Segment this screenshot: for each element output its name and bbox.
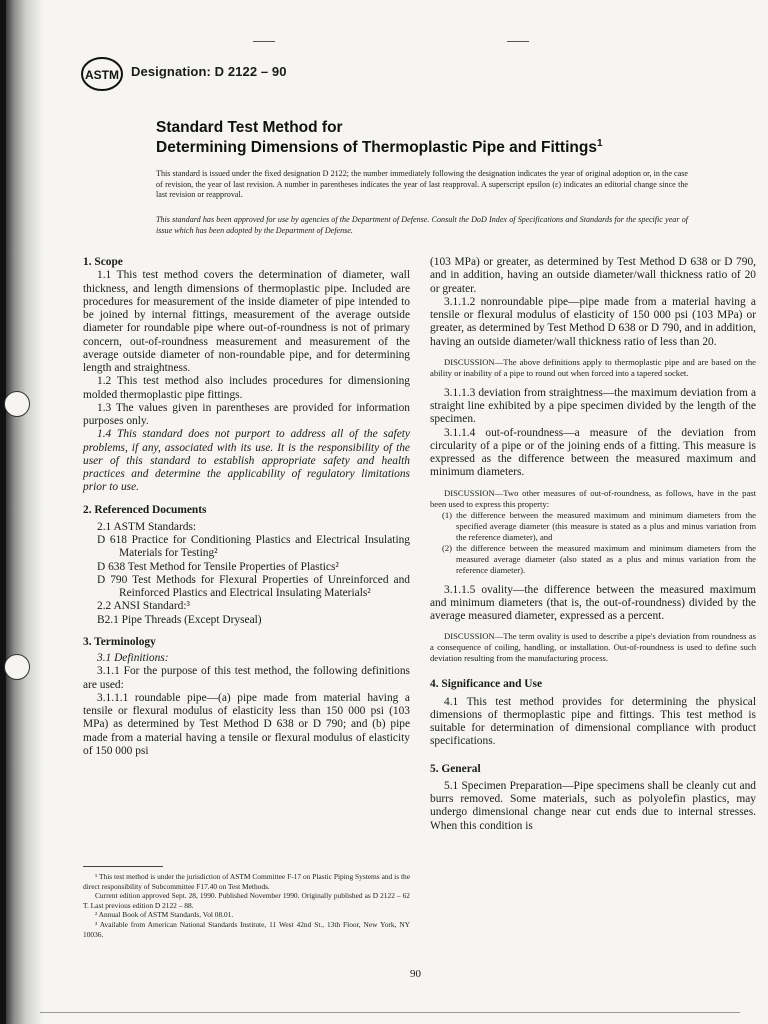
discussion-2-item-1: (1) the difference between the measured maximum and minimum diameters from the specified average diameter (this measure is stated as a plus and minus variation from the reference diameter), and	[442, 509, 756, 542]
discussion-2: DISCUSSION—Two other measures of out-of-roundness, as follows, have in the past been used to express this property:	[430, 487, 756, 509]
right-column	[430, 256, 756, 833]
para-2-1: 2.1 ASTM Standards:	[97, 520, 197, 533]
title-line-1: Standard Test Method for	[156, 119, 343, 136]
para-1-2: 1.2 This test method also includes procedures for dimensioning molded thermoplastic pipe fittings.	[83, 375, 410, 401]
para-3-1-1-1: 3.1.1.1 roundable pipe—(a) pipe made from material having a tensile or flexural modulus of elasticity less than 150 000 psi (103 MPa) as determined by Test Method D 638 or D 790; and (b) pipe made from a material having a tensile or flexural modulus of elasticity of 150 000 psi	[83, 691, 410, 757]
designation: Designation: D 2122 – 90	[131, 64, 287, 79]
section-heading-significance: 4. Significance and Use	[430, 678, 543, 691]
section-heading-general: 5. General	[430, 762, 481, 775]
title-footnote-mark: 1	[596, 138, 603, 149]
footnote-2: ² Annual Book of ASTM Standards, Vol 08.01.	[95, 910, 234, 920]
para-3-1-1-4: 3.1.1.4 out-of-roundness—a measure of the deviation from circularity of a pipe or of the joining ends of a fitting. This measure is expressed as the difference between the measured maximum and minimum diameters.	[430, 426, 756, 479]
issue-notice: This standard is issued under the fixed designation D 2122; the number immediately following the designation indicates the year of original adoption or, in the case of revision, the year of last revision. A number in parentheses indicates the year of last reapproval. A superscript epsilon (ε) indicates an editorial change since the last revision or reapproval.	[156, 169, 688, 199]
para-1-3: 1.3 The values given in parentheses are provided for information purposes only.	[83, 401, 410, 427]
scan-mark	[253, 41, 275, 42]
punch-hole	[4, 654, 30, 680]
footnote-1: ¹ This test method is under the jurisdiction of ASTM Committee F-17 on Plastic Piping Systems and is the direct responsibility of Subcommittee F17.40 on Test Methods.	[83, 872, 410, 891]
reference-item: D 790 Test Methods for Flexural Properties of Unreinforced and Reinforced Plastics and Electrical Insulating Materials²	[97, 573, 410, 599]
discussion-2-item-2: (2) the difference between the measured maximum and minimum diameters from the measured average diameter (also stated as a plus and minus variation from the reference diameter).	[442, 542, 756, 575]
para-continued: (103 MPa) or greater, as determined by Test Method D 638 or D 790, and in addition, having an outside diameter/wall thickness ratio of 20 or greater.	[430, 256, 756, 295]
section-heading-scope: 1. Scope	[83, 256, 123, 268]
page-number: 90	[410, 968, 421, 980]
reference-item: D 638 Test Method for Tensile Properties of Plastics²	[97, 560, 339, 573]
scan-edge-border	[0, 0, 6, 1024]
punch-hole	[4, 391, 30, 417]
title-line-2: Determining Dimensions of Thermoplastic Pipe and Fittings$^1$	[156, 138, 603, 157]
section-heading-referenced-documents: 2. Referenced Documents	[83, 503, 207, 516]
para-3-1-1-5: 3.1.1.5 ovality—the difference between the measured maximum and minimum diameters (that is, the out-of-roundness) divided by the average measured diameter, expressed as a percent.	[430, 583, 756, 622]
scan-mark	[507, 41, 529, 42]
logo-text: ASTM	[85, 68, 119, 82]
scan-edge-shadow	[0, 0, 44, 1024]
para-3-1-1-3: 3.1.1.3 deviation from straightness—the maximum deviation from a straight line exhibited by a pipe specimen divided by the length of the specimen.	[430, 386, 756, 426]
para-3-1-1-2: 3.1.1.2 nonroundable pipe—pipe made from a material having a tensile or flexural modulus of elasticity of 150 000 psi (103 MPa) or greater, as determined by Test Method D 638 or D 790, and in addition, having an outside diameter/wall thickness ratio of less than 20.	[430, 295, 756, 348]
reference-item: D 618 Practice for Conditioning Plastics and Electrical Insulating Materials for Testing²	[97, 534, 410, 560]
discussion-1: DISCUSSION—The above definitions apply to thermoplastic pipe and are based on the ability or inability of a pipe to round out when forced into a tapered socket.	[430, 356, 756, 378]
para-1-4: 1.4 This standard does not purport to address all of the safety problems, if any, associated with its use. It is the responsibility of the user of this standard to establish appropriate safety and health practices and determine the applicability of regulatory limitations prior to use.	[83, 428, 410, 494]
footnotes	[83, 866, 410, 939]
footnote-1b: Current edition approved Sept. 28, 1990. Published November 1990. Originally published as D 2122 – 62 T. Last previous edition D 2122 – 88.	[83, 891, 410, 910]
para-3-1-1: 3.1.1 For the purpose of this test method, the following definitions are used:	[83, 665, 410, 691]
para-5-1: 5.1 Specimen Preparation—Pipe specimens shall be cleanly cut and burrs removed. Some materials, such as polyolefin plastics, may undergo dimensional change near cut ends due to internal stresses. When this condition is	[430, 779, 756, 832]
para-3-1: 3.1 Definitions:	[97, 652, 169, 664]
footnote-3: ³ Available from American National Standards Institute, 11 West 42nd St., 13th Floor, New York, NY 10036.	[83, 919, 410, 939]
para-1-1: 1.1 This test method covers the determination of diameter, wall thickness, and length dimensions of thermoplastic pipe. Included are procedures for measurement of the inside diameter of pipe intended to be joined by internal fittings, measurement of the average outside diameter for roundable pipe where out-of-roundness is not of primary concern, out-of-roundness measurement and measurement of the average outside diameter of non-roundable pipe, and for determining length and straightness.	[83, 269, 410, 374]
dod-notice: This standard has been approved for use by agencies of the Department of Defense. Consult the DoD Index of Specifications and Standards for the specific year of issue which has been adopted by the Department of Defense.	[156, 215, 688, 235]
para-2-2: 2.2 ANSI Standard:³	[97, 600, 190, 613]
para-4-1: 4.1 This test method provides for determining the physical dimensions of thermoplastic pipe and fittings. This test method is suitable for determination of dimensional compliance with product specifications.	[430, 695, 756, 748]
scan-bottom-line	[40, 1012, 740, 1013]
discussion-3: DISCUSSION—The term ovality is used to describe a pipe's deviation from roundness as a consequence of coiling, handling, or installation. Out-of-roundness is used to define such deviation resulting from the manufacturing process.	[430, 631, 756, 664]
reference-item: B2.1 Pipe Threads (Except Dryseal)	[97, 613, 262, 626]
left-column	[83, 256, 410, 758]
section-heading-terminology: 3. Terminology	[83, 635, 156, 648]
footnote-rule	[83, 866, 163, 867]
astm-logo	[81, 57, 123, 91]
